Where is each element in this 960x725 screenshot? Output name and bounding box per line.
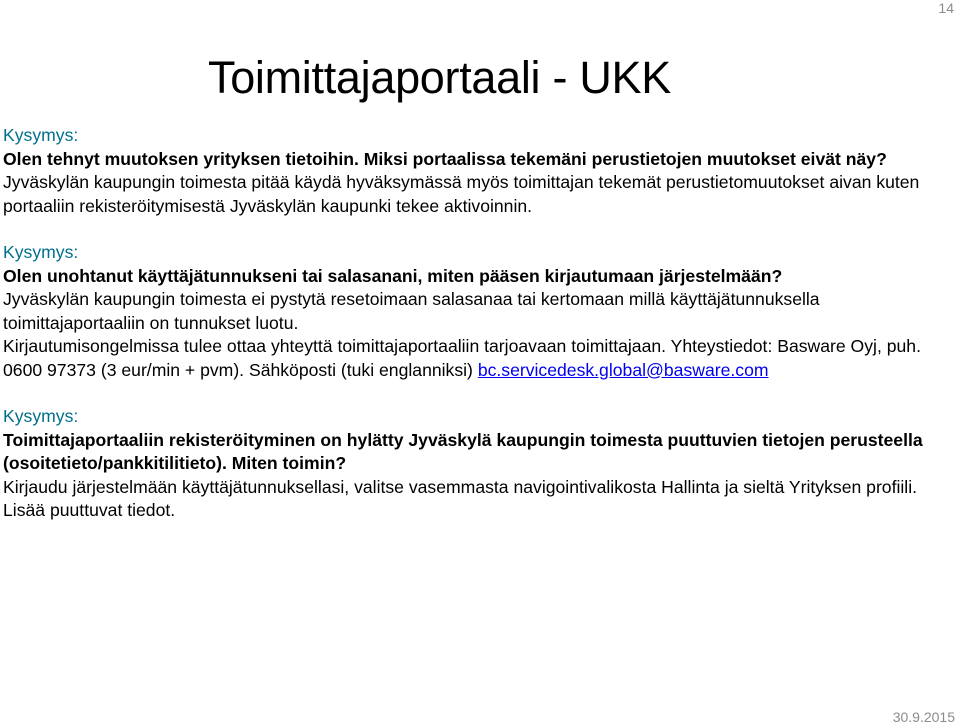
question-label: Kysymys: xyxy=(3,406,79,426)
question-text: Olen tehnyt muutoksen yrityksen tietoihin. Miksi portaalissa tekemäni perustietojen muutokset eivät näy? xyxy=(3,148,887,169)
footer-date: 30.9.2015 xyxy=(892,709,955,725)
support-email-link[interactable]: bc.servicedesk.global@basware.com xyxy=(477,359,769,380)
answer-contact-prefix: Kirjautumisongelmissa tulee ottaa yhteyttä toimittajaportaaliin tarjoavaan toimittajaan. Yhteystiedot: Basware Oyj, puh. 0600 97373 (3 eur/min + pvm). Sähköposti (tuki englanniksi) xyxy=(3,336,921,380)
answer-text: Jyväskylän kaupungin toimesta ei pystytä resetoimaan salasanaa tai kertomaan millä käyttäjätunnuksella toimittajaportaaliin on tunnukset luotu. xyxy=(3,289,820,333)
page-number: 14 xyxy=(938,0,954,16)
answer-text: Kirjaudu järjestelmään käyttäjätunnuksellasi, valitse vasemmasta navigointivalikosta Hallinta ja sieltä Yrityksen profiili. Lisää puuttuvat tiedot. xyxy=(3,476,917,520)
answer-text: Jyväskylän kaupungin toimesta pitää käydä hyväksymässä myös toimittajan tekemät perustietomuutokset aivan kuten portaaliin rekisteröitymisestä Jyväskylän kaupunki tekee aktivoinnin. xyxy=(3,172,920,216)
question-label: Kysymys: xyxy=(3,125,79,145)
faq-item xyxy=(3,241,953,382)
faq-content xyxy=(3,124,953,523)
question-text: Toimittajaportaaliin rekisteröityminen on hylätty Jyväskylä kaupungin toimesta puuttuvien tietojen perusteella (osoitetieto/pankkitilitieto). Miten toimin? xyxy=(3,429,923,473)
question-text: Olen unohtanut käyttäjätunnukseni tai salasanani, miten pääsen kirjautumaan järjestelmään? xyxy=(3,265,783,286)
faq-item xyxy=(3,124,953,218)
page-title: Toimittajaportaali - UKK xyxy=(208,52,671,103)
faq-item xyxy=(3,405,953,523)
question-label: Kysymys: xyxy=(3,242,79,262)
answer-contact-text xyxy=(3,335,953,382)
